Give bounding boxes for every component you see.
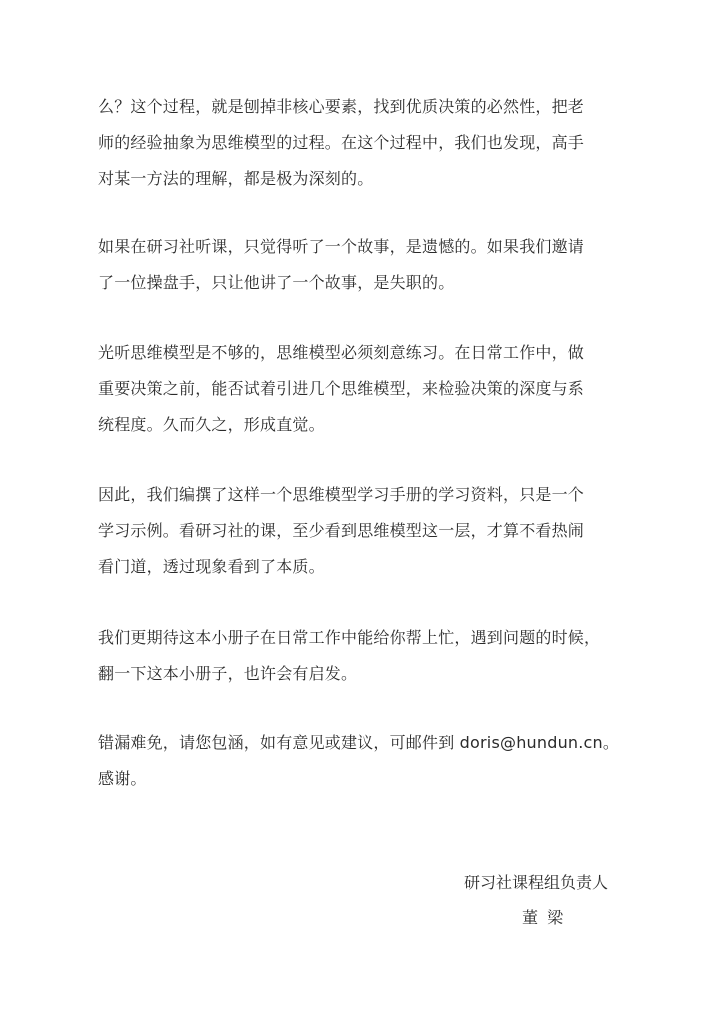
paragraph-2-line-1: 如果在研习社听课，只觉得听了一个故事，是遗憾的。如果我们邀请 [98, 237, 585, 256]
signature-title: 研习社课程组负责人 [464, 873, 609, 892]
paragraph-4-line-1: 因此，我们编撰了这样一个思维模型学习手册的学习资料，只是一个 [98, 485, 585, 504]
paragraph-4-line-2: 学习示例。看研习社的课，至少看到思维模型这一层，才算不看热闹 [98, 521, 585, 540]
paragraph-2-line-2: 了一位操盘手，只让他讲了一个故事，是失职的。 [98, 273, 455, 292]
paragraph-1-line-2: 师的经验抽象为思维模型的过程。在这个过程中，我们也发现，高手 [98, 133, 585, 152]
paragraph-6-line-1: 错漏难免，请您包涵，如有意见或建议，可邮件到 doris@hundun.cn。 [98, 733, 620, 752]
paragraph-3-line-1: 光听思维模型是不够的，思维模型必须刻意练习。在日常工作中，做 [98, 343, 585, 362]
paragraph-5-line-2: 翻一下这本小册子，也许会有启发。 [98, 664, 358, 683]
signature-name: 董 梁 [522, 908, 566, 927]
paragraph-5-line-1: 我们更期待这本小册子在日常工作中能给你帮上忙，遇到问题的时候， [98, 628, 601, 647]
paragraph-3-line-3: 统程度。久而久之，形成直觉。 [98, 415, 325, 434]
paragraph-6-line-2: 感谢。 [98, 769, 147, 788]
paragraph-1-line-1: 么？这个过程，就是刨掉非核心要素，找到优质决策的必然性，把老 [98, 97, 585, 116]
paragraph-3-line-2: 重要决策之前，能否试着引进几个思维模型，来检验决策的深度与系 [98, 379, 585, 398]
paragraph-4-line-3: 看门道，透过现象看到了本质。 [98, 557, 325, 576]
paragraph-1-line-3: 对某一方法的理解，都是极为深刻的。 [98, 169, 374, 188]
